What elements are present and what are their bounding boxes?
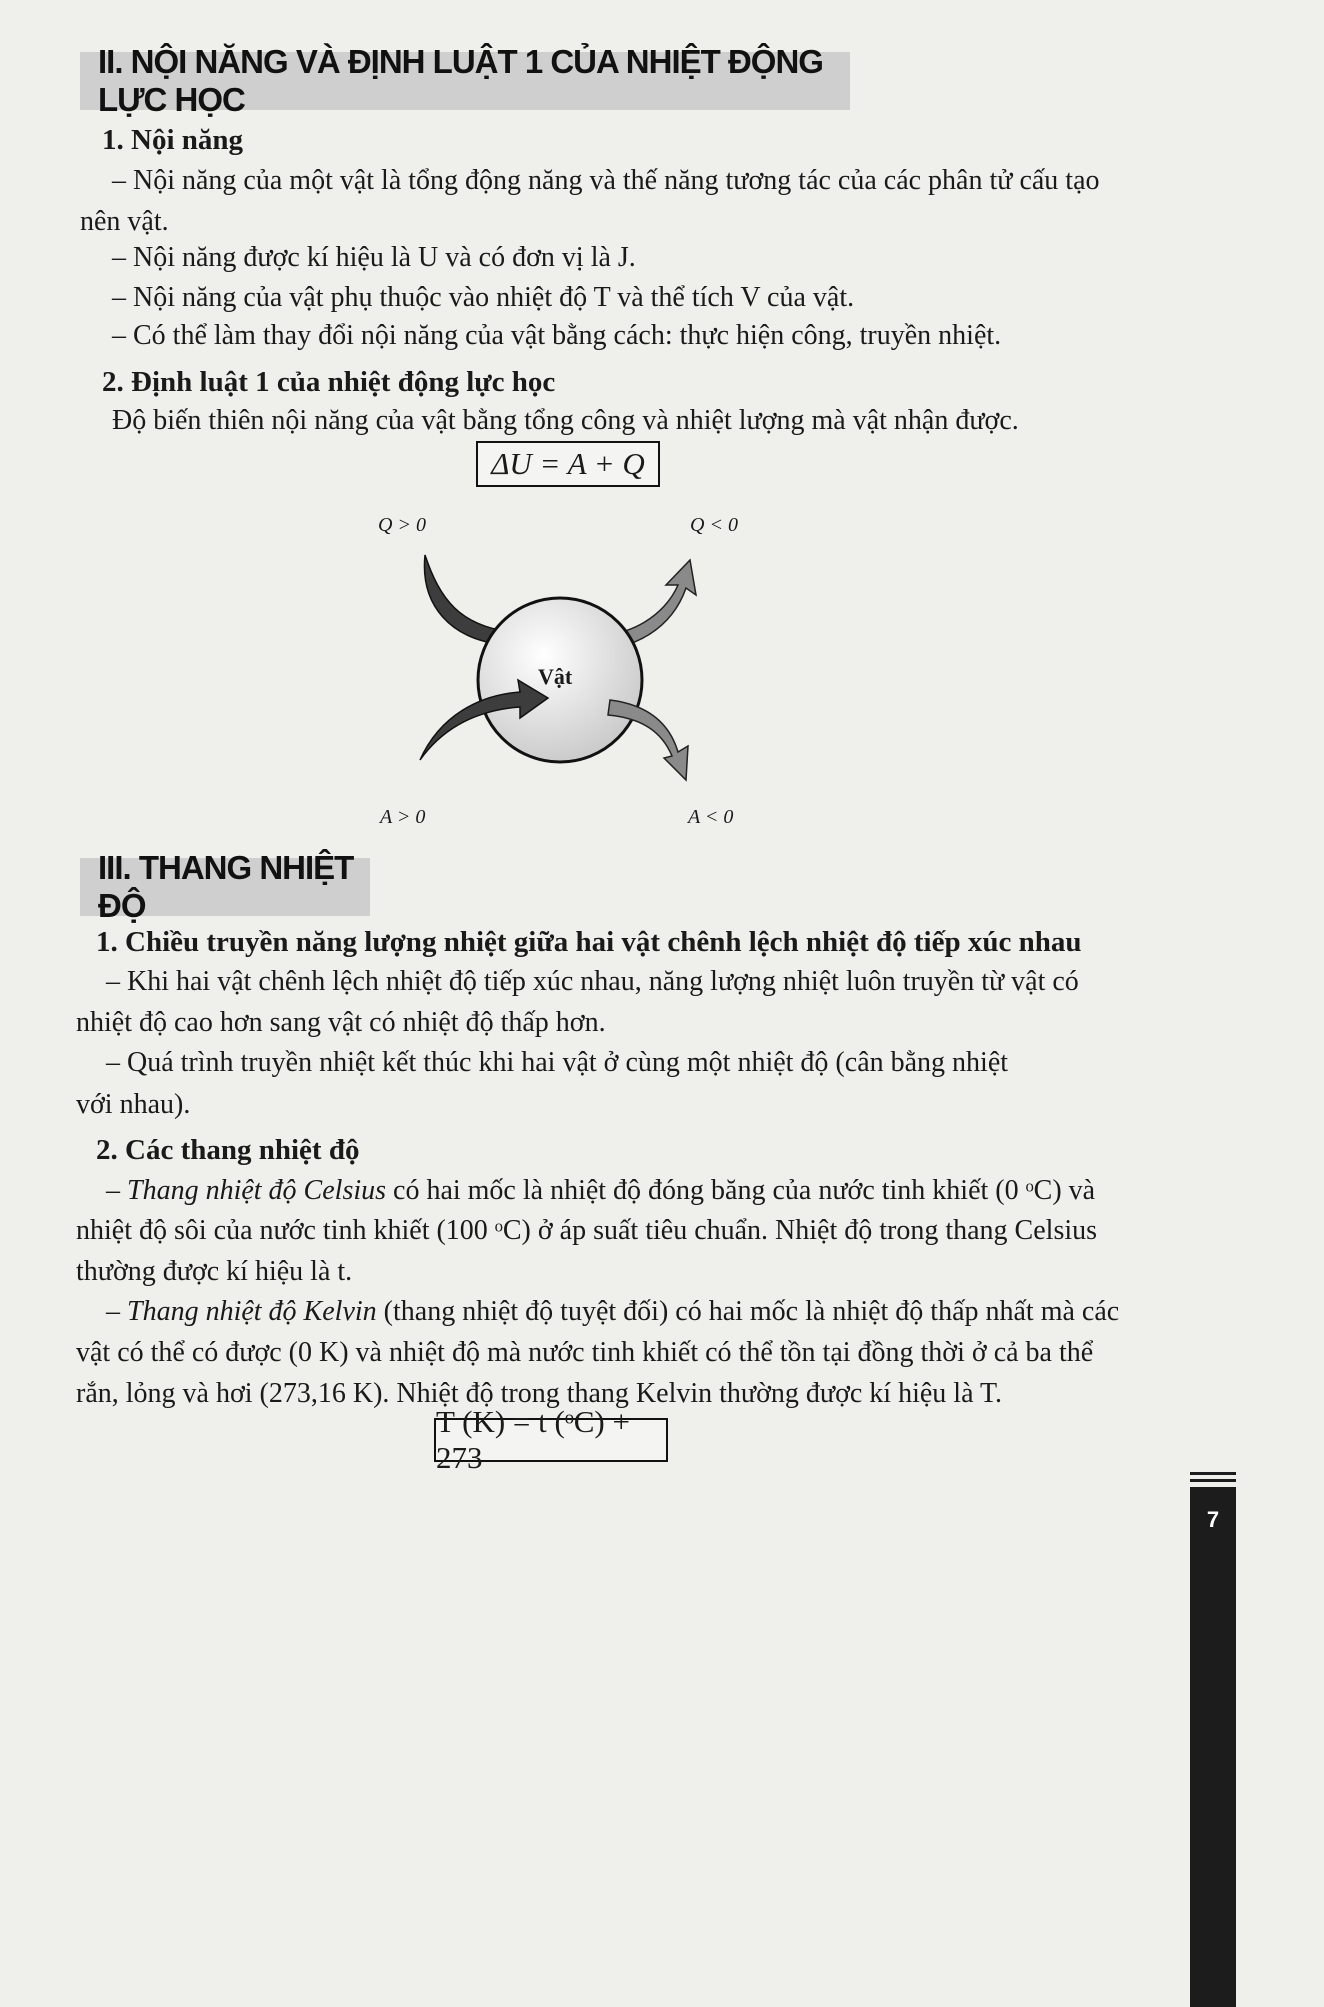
kelvin-text: (thang nhiệt độ tuyệt đối) có hai mốc là nhiệt độ thấp nhất mà các [376,1296,1120,1327]
subheading-chieu-truyen: 1. Chiều truyền năng lượng nhiệt giữa hai vật chênh lệch nhiệt độ tiếp xúc nhau [96,926,1082,958]
label-a-positive: A > 0 [380,806,426,828]
subheading-cac-thang: 2. Các thang nhiệt độ [96,1134,360,1166]
formula-text: T (K) = t (ᵒC) + 273 [436,1404,630,1475]
text-line: – Khi hai vật chênh lệch nhiệt độ tiếp xúc nhau, năng lượng nhiệt luôn truyền từ vật có [106,966,1079,997]
arrow-work-out [608,700,688,780]
section-header-2 [80,43,850,118]
section-title: III. THANG NHIỆT ĐỘ [98,849,354,924]
text-line: – Có thể làm thay đổi nội năng của vật bằng cách: thực hiện công, truyền nhiệt. [112,320,1002,351]
page-number-tab [1190,1487,1236,2007]
kelvin-line-1 [106,1296,1119,1328]
page-tab-line [1190,1479,1236,1482]
object-label: Vật [538,664,573,689]
label-q-positive: Q > 0 [378,514,426,536]
celsius-text: có hai mốc là nhiệt độ đóng băng của nước tinh khiết (0 ᵒC) và [386,1175,1096,1206]
dash: – [106,1175,127,1206]
dash: – [106,1296,127,1327]
text-line: vật có thể có được (0 K) và nhiệt độ mà nước tinh khiết có thể tồn tại đồng thời ở cả ba thể [76,1337,1094,1368]
text-line: với nhau). [76,1089,191,1120]
section-title: II. NỘI NĂNG VÀ ĐỊNH LUẬT 1 CỦA NHIỆT ĐỘNG LỰC HỌC [98,43,823,118]
text-line: Độ biến thiên nội năng của vật bằng tổng công và nhiệt lượng mà vật nhận được. [112,405,1019,436]
page-tab-line [1190,1472,1236,1475]
text-line: – Nội năng được kí hiệu là U và có đơn vị là J. [112,242,636,273]
section-header-3 [80,849,370,924]
subheading-dinh-luat-1: 2. Định luật 1 của nhiệt động lực học [102,366,556,398]
text-line: – Nội năng của vật phụ thuộc vào nhiệt độ T và thể tích V của vật. [112,282,855,313]
text-line: nhiệt độ sôi của nước tinh khiết (100 ᵒC) ở áp suất tiêu chuẩn. Nhiệt độ trong thang Celsius [76,1215,1098,1246]
subheading-noi-nang: 1. Nội năng [102,124,244,156]
kelvin-name: Thang nhiệt độ Kelvin [127,1296,377,1327]
formula-text: ΔU = A + Q [491,446,645,481]
formula-kelvin [434,1404,668,1475]
page-number: 7 [1206,1507,1220,1532]
text-line: – Quá trình truyền nhiệt kết thúc khi hai vật ở cùng một nhiệt độ (cân bằng nhiệt [106,1047,1009,1078]
text-line: rắn, lỏng và hơi (273,16 K). Nhiệt độ trong thang Kelvin thường được kí hiệu là T. [76,1378,1003,1409]
text-line: nhiệt độ cao hơn sang vật có nhiệt độ thấp hơn. [76,1007,606,1038]
label-a-negative: A < 0 [688,806,734,828]
label-q-negative: Q < 0 [690,514,738,536]
text-line: – Nội năng của một vật là tổng động năng và thế năng tương tác của các phân tử cấu tạo [112,165,1100,196]
text-line: nên vật. [80,206,169,237]
text-line: thường được kí hiệu là t. [76,1256,353,1287]
celsius-name: Thang nhiệt độ Celsius [127,1175,387,1206]
celsius-line-1 [106,1175,1095,1207]
formula-first-law [476,441,660,487]
